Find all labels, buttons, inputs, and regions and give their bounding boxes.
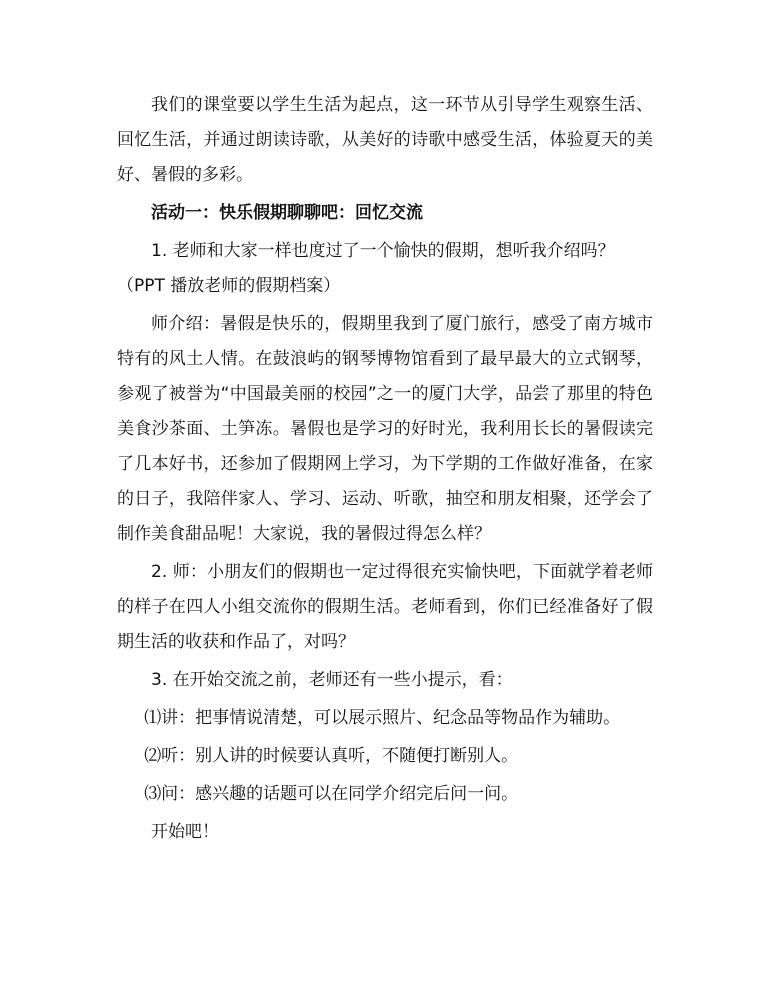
- step-2-paragraph: 2. 师：小朋友们的假期也一定过得很充实愉快吧，下面就学着老师的样子在四人小组交流你的假期生活。老师看到，你们已经准备好了假期生活的收获和作品了，对吗？: [117, 562, 653, 652]
- tip-speak-paragraph: ⑴讲：把事情说清楚，可以展示照片、纪念品等物品作为辅助。: [144, 708, 621, 728]
- teacher-intro-paragraph: 师介绍：暑假是快乐的，假期里我到了厦门旅行，感受了南方城市特有的风土人情。在鼓浪屿的钢琴博物馆看到了最早最大的立式钢琴，参观了被誉为“中国最美丽的校园”之一的厦门大学，品尝了那里的特色美食沙茶面、土笋冻。暑假也是学习的好时光，我利用长长的暑假读完了几本好书，还参加了假期网上学习，为下学期的工作做好准备，在家的日子，我陪伴家人、学习、运动、听歌，抽空和朋友相聚，还学会了制作美食甜品呢！大家说，我的暑假过得怎么样？: [117, 314, 653, 544]
- ppt-note-paragraph: （PPT 播放老师的假期档案）: [117, 276, 341, 296]
- intro-paragraph: 我们的课堂要以学生生活为起点，这一环节从引导学生观察生活、回忆生活，并通过朗读诗歌，从美好的诗歌中感受生活，体验夏天的美好、暑假的多彩。: [117, 95, 653, 185]
- activity-heading: 活动一：快乐假期聊聊吧：回忆交流: [151, 203, 423, 223]
- document-body: [117, 88, 653, 853]
- tip-listen-paragraph: ⑵听：别人讲的时候要认真听，不随便打断别人。: [144, 746, 519, 766]
- step-3-paragraph: 3. 在开始交流之前，老师还有一些小提示，看：: [151, 670, 513, 690]
- step-1-paragraph: 1. 老师和大家一样也度过了一个愉快的假期，想听我介绍吗？: [151, 241, 615, 261]
- tip-ask-paragraph: ⑶问：感兴趣的话题可以在同学介绍完后问一问。: [144, 784, 519, 804]
- start-paragraph: 开始吧！: [151, 822, 219, 842]
